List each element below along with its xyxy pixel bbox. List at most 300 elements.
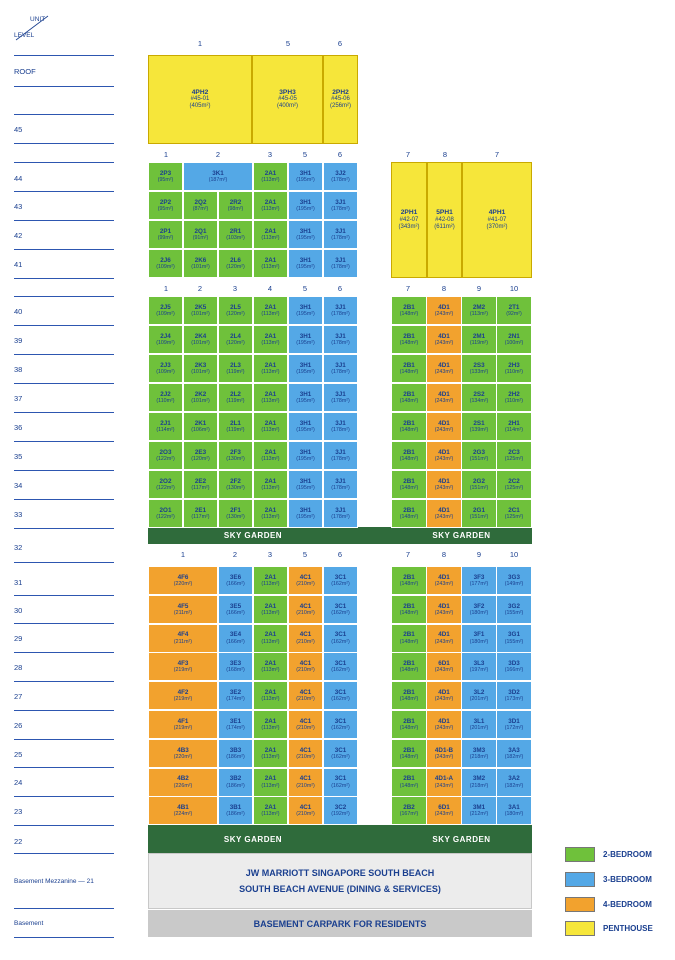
unit-cell[interactable] (288, 595, 323, 624)
unit-cell[interactable] (391, 383, 427, 412)
unit-cell[interactable] (218, 249, 253, 278)
unit-cell[interactable] (253, 191, 288, 220)
unit-cell[interactable] (253, 162, 288, 191)
unit-cell[interactable] (288, 652, 323, 681)
unit-code: 2A1 (264, 602, 277, 610)
unit-cell[interactable] (426, 412, 462, 441)
unit-code: 4D1 (438, 717, 450, 725)
unit-cell[interactable] (253, 249, 288, 278)
penthouse-cell[interactable] (391, 162, 427, 278)
unit-cell[interactable] (323, 296, 358, 325)
unit-code: 3C1 (334, 602, 347, 610)
unit-area: (113m²) (261, 667, 280, 674)
unit-cell[interactable] (323, 354, 358, 383)
unit-cell[interactable] (426, 296, 462, 325)
unit-cell[interactable] (323, 768, 358, 797)
unit-cell[interactable] (218, 354, 253, 383)
unit-cell[interactable] (288, 624, 323, 653)
unit-cell[interactable] (323, 566, 358, 595)
unit-area: (101m²) (191, 264, 210, 271)
unit-area: (119m²) (226, 369, 245, 376)
unit-cell[interactable] (288, 412, 323, 441)
unit-cell[interactable] (323, 470, 358, 499)
unit-cell[interactable] (148, 220, 183, 249)
unit-cell[interactable] (148, 681, 218, 710)
unit-area: (243m²) (434, 311, 454, 318)
unit-code: 2B1 (403, 660, 415, 668)
unit-code: 2O3 (159, 448, 172, 456)
unit-cell[interactable] (461, 624, 497, 653)
penthouse-area: (343m²) (398, 223, 420, 230)
unit-cell[interactable] (218, 296, 253, 325)
unit-cell[interactable] (461, 652, 497, 681)
unit-cell[interactable] (148, 768, 218, 797)
penthouse-cell[interactable] (148, 55, 252, 144)
unit-code: 3A3 (508, 746, 520, 754)
unit-cell[interactable] (461, 470, 497, 499)
unit-code: 4D1 (438, 448, 450, 456)
unit-cell[interactable] (183, 441, 218, 470)
unit-code: 2H3 (508, 361, 520, 369)
legend-swatch (565, 921, 595, 936)
unit-cell[interactable] (323, 325, 358, 354)
unit-cell[interactable] (288, 191, 323, 220)
unit-code: 3C1 (334, 660, 347, 668)
unit-code: 2L5 (230, 303, 241, 311)
unit-code: 3B2 (229, 775, 242, 783)
unit-cell[interactable] (496, 710, 532, 739)
unit-cell[interactable] (253, 296, 288, 325)
unit-cell[interactable] (426, 681, 462, 710)
penthouse-area: (370m²) (486, 223, 508, 230)
unit-cell[interactable] (218, 796, 253, 825)
level-divider (14, 383, 114, 384)
unit-cell[interactable] (148, 249, 183, 278)
level-divider (14, 710, 114, 711)
unit-cell[interactable] (253, 681, 288, 710)
unit-cell[interactable] (461, 325, 497, 354)
unit-cell[interactable] (461, 796, 497, 825)
unit-cell[interactable] (253, 595, 288, 624)
unit-area: (195m²) (296, 427, 315, 434)
unit-cell[interactable] (253, 441, 288, 470)
unit-cell[interactable] (183, 220, 218, 249)
unit-area: (162m²) (331, 609, 350, 616)
unit-cell[interactable] (461, 739, 497, 768)
unit-area: (162m²) (331, 725, 350, 732)
sky-garden-bridge-upper (358, 527, 391, 544)
unit-cell[interactable] (323, 220, 358, 249)
unit-cell[interactable] (253, 796, 288, 825)
unit-area: (243m²) (434, 609, 454, 616)
unit-cell[interactable] (148, 441, 183, 470)
unit-cell[interactable] (253, 652, 288, 681)
unit-cell[interactable] (426, 470, 462, 499)
unit-cell[interactable] (461, 354, 497, 383)
unit-code: 2L1 (230, 419, 241, 427)
unit-cell[interactable] (253, 624, 288, 653)
unit-cell[interactable] (323, 383, 358, 412)
unit-code: 2B2 (403, 804, 415, 812)
unit-cell[interactable] (288, 296, 323, 325)
penthouse-cell[interactable] (462, 162, 532, 278)
unit-code: 3C2 (334, 804, 347, 812)
unit-cell[interactable] (148, 499, 183, 528)
unit-code: 3H1 (299, 477, 312, 485)
unit-cell[interactable] (391, 566, 427, 595)
unit-code: 3A2 (508, 775, 520, 783)
unit-cell[interactable] (391, 325, 427, 354)
unit-cell[interactable] (391, 624, 427, 653)
level-45: 45 (14, 125, 23, 134)
unit-cell[interactable] (426, 595, 462, 624)
unit-cell[interactable] (391, 710, 427, 739)
unit-cell[interactable] (253, 470, 288, 499)
unit-cell[interactable] (461, 768, 497, 797)
unit-cell[interactable] (288, 739, 323, 768)
unit-area: (166m²) (226, 638, 245, 645)
unit-cell[interactable] (253, 325, 288, 354)
unit-cell[interactable] (323, 595, 358, 624)
unit-area: (109m²) (156, 264, 175, 271)
unit-cell[interactable] (183, 354, 218, 383)
unit-cell[interactable] (426, 325, 462, 354)
unit-cell[interactable] (323, 710, 358, 739)
unit-cell[interactable] (461, 383, 497, 412)
unit-cell[interactable] (391, 595, 427, 624)
unit-cell[interactable] (323, 681, 358, 710)
unit-cell[interactable] (148, 325, 183, 354)
unit-cell[interactable] (218, 739, 253, 768)
unit-cell[interactable] (426, 739, 462, 768)
unit-cell[interactable] (253, 566, 288, 595)
level-divider (14, 499, 114, 500)
column-number: 4 (267, 284, 273, 293)
unit-area: (166m²) (226, 609, 245, 616)
unit-code: 2G3 (473, 448, 485, 456)
unit-area: (148m²) (399, 514, 419, 521)
unit-cell[interactable] (323, 191, 358, 220)
penthouse-cell[interactable] (323, 55, 358, 144)
column-number: 6 (337, 150, 343, 159)
unit-cell[interactable] (426, 652, 462, 681)
unit-area: (113m²) (261, 725, 280, 732)
unit-area: (122m²) (156, 485, 175, 492)
unit-cell[interactable] (323, 652, 358, 681)
unit-cell[interactable] (461, 566, 497, 595)
unit-cell[interactable] (148, 595, 218, 624)
unit-cell[interactable] (426, 499, 462, 528)
unit-code: 2P3 (159, 169, 172, 177)
unit-cell[interactable] (323, 796, 358, 825)
penthouse-code: 4PH1 (488, 209, 506, 217)
unit-code: 2S1 (473, 419, 485, 427)
unit-code: 3H1 (299, 390, 312, 398)
unit-code: 4D1 (438, 573, 450, 581)
unit-cell[interactable] (148, 624, 218, 653)
unit-area: (148m²) (399, 782, 419, 789)
level-divider (14, 114, 114, 115)
unit-cell[interactable] (288, 566, 323, 595)
unit-cell[interactable] (496, 412, 532, 441)
unit-area: (243m²) (434, 427, 454, 434)
unit-area: (162m²) (331, 667, 350, 674)
unit-cell[interactable] (148, 652, 218, 681)
unit-area: (139m²) (469, 427, 489, 434)
unit-area: (113m²) (261, 638, 280, 645)
unit-cell[interactable] (391, 681, 427, 710)
unit-cell[interactable] (253, 383, 288, 412)
unit-cell[interactable] (218, 220, 253, 249)
unit-cell[interactable] (323, 162, 358, 191)
unit-cell[interactable] (183, 249, 218, 278)
unit-area: (87m²) (192, 206, 209, 213)
penthouse-area: (611m²) (434, 223, 455, 230)
unit-cell[interactable] (323, 249, 358, 278)
unit-code: 2L4 (230, 332, 241, 340)
unit-cell[interactable] (391, 296, 427, 325)
penthouse-cell[interactable] (252, 55, 323, 144)
unit-cell[interactable] (496, 325, 532, 354)
unit-cell[interactable] (288, 499, 323, 528)
unit-code: 4C1 (299, 602, 312, 610)
unit-cell[interactable] (461, 499, 497, 528)
unit-cell[interactable] (496, 796, 532, 825)
unit-cell[interactable] (496, 595, 532, 624)
unit-cell[interactable] (218, 441, 253, 470)
unit-cell[interactable] (426, 566, 462, 595)
unit-cell[interactable] (183, 325, 218, 354)
unit-cell[interactable] (391, 470, 427, 499)
penthouse-area: (400m²) (276, 103, 298, 110)
unit-cell[interactable] (323, 499, 358, 528)
unit-area: (125m²) (504, 456, 524, 463)
unit-cell[interactable] (218, 412, 253, 441)
unit-cell[interactable] (496, 566, 532, 595)
unit-cell[interactable] (426, 354, 462, 383)
unit-cell[interactable] (253, 739, 288, 768)
unit-area: (99m²) (157, 235, 174, 242)
unit-cell[interactable] (391, 412, 427, 441)
unit-cell[interactable] (218, 383, 253, 412)
unit-cell[interactable] (218, 191, 253, 220)
unit-cell[interactable] (218, 499, 253, 528)
unit-cell[interactable] (496, 681, 532, 710)
unit-cell[interactable] (218, 325, 253, 354)
unit-cell[interactable] (496, 652, 532, 681)
unit-cell[interactable] (496, 383, 532, 412)
unit-cell[interactable] (288, 354, 323, 383)
unit-code: 2J5 (160, 303, 171, 311)
unit-code: 6D1 (438, 660, 450, 668)
unit-cell[interactable] (218, 595, 253, 624)
unit-cell[interactable] (148, 412, 183, 441)
unit-cell[interactable] (148, 710, 218, 739)
unit-cell[interactable] (218, 710, 253, 739)
unit-cell[interactable] (183, 412, 218, 441)
unit-code: 3H1 (299, 198, 312, 206)
unit-code: 3D1 (508, 717, 520, 725)
unit-cell[interactable] (218, 681, 253, 710)
unit-area: (148m²) (399, 485, 419, 492)
unit-cell[interactable] (461, 681, 497, 710)
unit-cell[interactable] (148, 470, 183, 499)
unit-cell[interactable] (218, 768, 253, 797)
unit-area: (224m²) (173, 811, 193, 818)
unit-cell[interactable] (288, 796, 323, 825)
unit-cell[interactable] (218, 566, 253, 595)
unit-cell[interactable] (288, 768, 323, 797)
unit-cell[interactable] (148, 354, 183, 383)
unit-area: (162m²) (331, 753, 350, 760)
unit-cell[interactable] (496, 499, 532, 528)
unit-cell[interactable] (218, 470, 253, 499)
unit-cell[interactable] (391, 354, 427, 383)
unit-code: 2Q1 (194, 227, 207, 235)
unit-code: 2A1 (264, 332, 277, 340)
unit-area: (120m²) (226, 340, 245, 347)
unit-cell[interactable] (183, 499, 218, 528)
legend-label: 2-BEDROOM (603, 850, 652, 859)
unit-code: 2B1 (403, 332, 415, 340)
unit-code: 3J2 (335, 169, 346, 177)
unit-cell[interactable] (183, 470, 218, 499)
unit-cell[interactable] (496, 354, 532, 383)
unit-cell[interactable] (253, 499, 288, 528)
column-number: 3 (232, 284, 238, 293)
column-number: 8 (442, 150, 448, 159)
unit-area: (243m²) (434, 340, 454, 347)
unit-code: 3E4 (229, 631, 242, 639)
unit-cell[interactable] (288, 383, 323, 412)
unit-cell[interactable] (496, 739, 532, 768)
unit-code: 3J1 (335, 332, 346, 340)
unit-cell[interactable] (183, 162, 253, 191)
unit-cell[interactable] (183, 191, 218, 220)
unit-cell[interactable] (461, 441, 497, 470)
unit-cell[interactable] (288, 470, 323, 499)
unit-cell[interactable] (253, 710, 288, 739)
unit-cell[interactable] (391, 499, 427, 528)
unit-cell[interactable] (391, 796, 427, 825)
unit-cell[interactable] (218, 624, 253, 653)
unit-cell[interactable] (288, 162, 323, 191)
unit-cell[interactable] (253, 412, 288, 441)
unit-cell[interactable] (426, 383, 462, 412)
unit-cell[interactable] (253, 354, 288, 383)
unit-cell[interactable] (288, 249, 323, 278)
unit-cell[interactable] (426, 710, 462, 739)
unit-cell[interactable] (253, 768, 288, 797)
unit-cell[interactable] (496, 624, 532, 653)
unit-cell[interactable] (148, 383, 183, 412)
unit-code: 2O1 (159, 506, 172, 514)
unit-cell[interactable] (218, 652, 253, 681)
unit-cell[interactable] (183, 296, 218, 325)
unit-cell[interactable] (183, 383, 218, 412)
penthouse-cell[interactable] (427, 162, 462, 278)
unit-cell[interactable] (253, 220, 288, 249)
unit-cell[interactable] (323, 441, 358, 470)
unit-cell[interactable] (391, 441, 427, 470)
unit-cell[interactable] (461, 595, 497, 624)
unit-cell[interactable] (461, 296, 497, 325)
unit-area: (243m²) (434, 514, 454, 521)
unit-area: (101m²) (191, 340, 210, 347)
unit-cell[interactable] (461, 710, 497, 739)
unit-cell[interactable] (426, 624, 462, 653)
unit-code: 4D1 (438, 631, 450, 639)
unit-cell[interactable] (288, 325, 323, 354)
unit-cell[interactable] (391, 652, 427, 681)
unit-cell[interactable] (148, 162, 183, 191)
unit-cell[interactable] (323, 412, 358, 441)
unit-area: (195m²) (296, 264, 315, 271)
unit-area: (243m²) (434, 456, 454, 463)
unit-code: 4B2 (177, 775, 189, 783)
level-divider (14, 325, 114, 326)
unit-area: (162m²) (331, 696, 350, 703)
unit-cell[interactable] (496, 296, 532, 325)
unit-area: (168m²) (226, 667, 245, 674)
unit-area: (178m²) (331, 311, 350, 318)
unit-cell[interactable] (323, 739, 358, 768)
unit-code: 2K2 (194, 390, 207, 398)
unit-area: (114m²) (156, 427, 175, 434)
unit-cell[interactable] (426, 768, 462, 797)
unit-cell[interactable] (148, 739, 218, 768)
unit-cell[interactable] (426, 796, 462, 825)
unit-code: 3G1 (508, 631, 520, 639)
unit-area: (174m²) (226, 696, 245, 703)
unit-area: (178m²) (331, 235, 350, 242)
unit-area: (197m²) (469, 667, 489, 674)
unit-code: 2B1 (403, 303, 415, 311)
unit-cell[interactable] (148, 566, 218, 595)
unit-cell[interactable] (391, 768, 427, 797)
unit-area: (177m²) (469, 581, 489, 588)
unit-area: (110m²) (156, 398, 175, 405)
unit-cell[interactable] (391, 739, 427, 768)
unit-cell[interactable] (288, 220, 323, 249)
unit-cell[interactable] (148, 796, 218, 825)
unit-code: 3C1 (334, 775, 347, 783)
unit-code: 3H1 (299, 303, 312, 311)
level-38: 38 (14, 365, 23, 374)
unit-cell[interactable] (496, 470, 532, 499)
unit-cell[interactable] (148, 296, 183, 325)
unit-code: 2A1 (264, 804, 277, 812)
unit-code: 2K5 (194, 303, 207, 311)
column-number: 10 (509, 284, 519, 293)
unit-area: (151m²) (469, 456, 489, 463)
unit-area: (178m²) (331, 340, 350, 347)
legend-label: PENTHOUSE (603, 924, 653, 933)
level-44: 44 (14, 174, 23, 183)
unit-cell[interactable] (426, 441, 462, 470)
unit-cell[interactable] (496, 441, 532, 470)
unit-cell[interactable] (288, 710, 323, 739)
unit-cell[interactable] (148, 191, 183, 220)
unit-code: 3K1 (212, 169, 224, 177)
unit-cell[interactable] (496, 768, 532, 797)
unit-cell[interactable] (323, 624, 358, 653)
unit-cell[interactable] (288, 441, 323, 470)
unit-code: 4F5 (177, 602, 189, 610)
unit-cell[interactable] (288, 681, 323, 710)
unit-cell[interactable] (461, 412, 497, 441)
unit-code: 3L1 (473, 717, 485, 725)
